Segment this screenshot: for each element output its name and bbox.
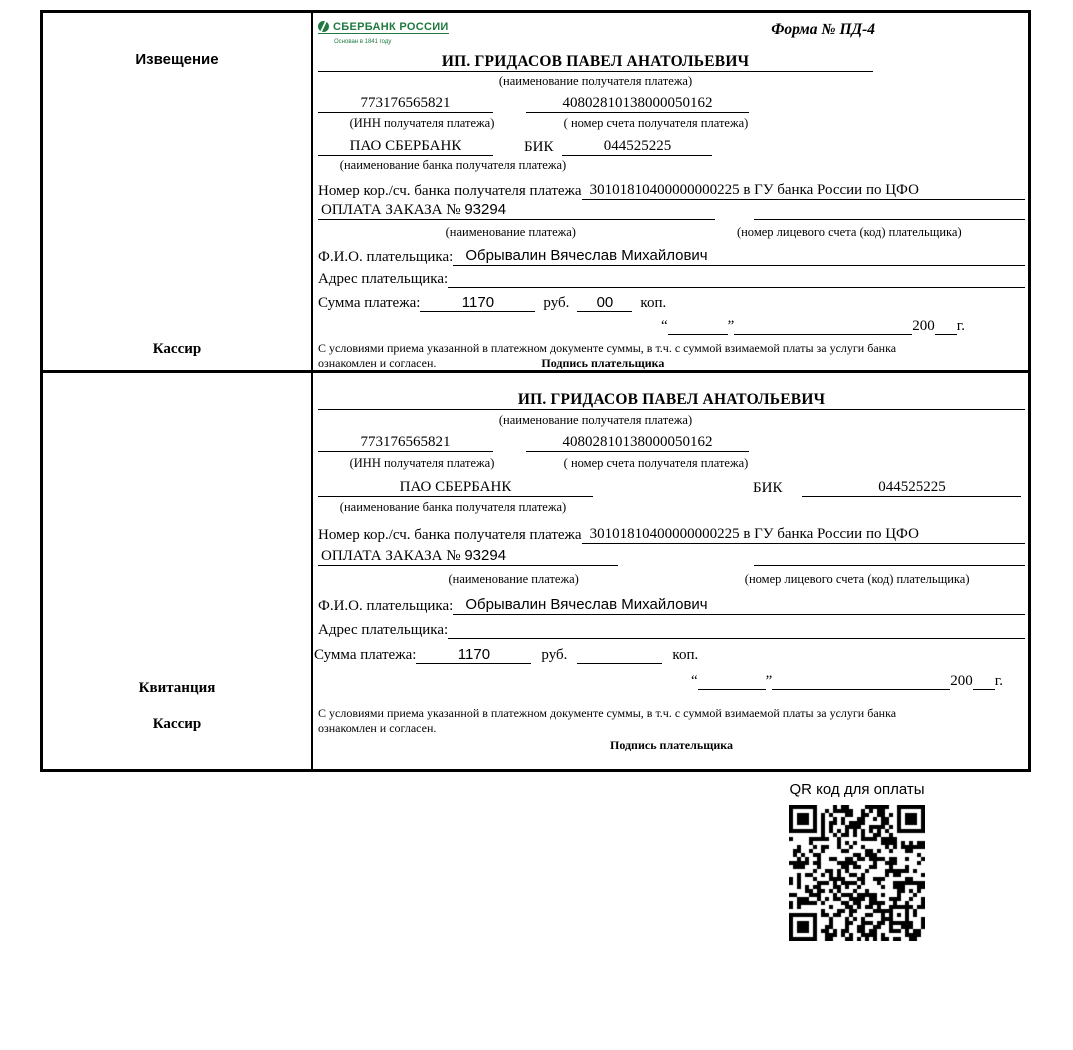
logo-title-row: [318, 21, 1025, 53]
payer-address-label: Адрес плательщика:: [318, 271, 449, 287]
personal-account-line: [754, 219, 1025, 220]
receipt-label: Квитанция: [138, 680, 216, 696]
recipient-name-label: (наименование получателя платежа): [498, 74, 693, 88]
notice-left-column: [43, 13, 313, 370]
quote-open: “: [690, 673, 698, 689]
terms-text: С условиями приема указанной в платежном документе суммы, в т.ч. с суммой взимаемой платы за услуги банка ознакомлен и согласен. Подпись плательщика: [318, 706, 1025, 753]
bank-name-label: (наименование банка получателя платежа): [339, 500, 567, 514]
bank-name-value: ПАО СБЕРБАНК: [318, 138, 493, 156]
amount-label: Сумма платежа:: [318, 295, 421, 311]
qr-section: [772, 781, 942, 946]
payer-address-label: Адрес плательщика:: [318, 622, 449, 638]
year-suffix: г.: [956, 318, 965, 334]
payment-purpose-value: ОПЛАТА ЗАКАЗА №: [321, 202, 461, 218]
kop-label: коп.: [640, 295, 667, 311]
corr-account-label: Номер кор./сч. банка получателя платежа: [318, 183, 582, 199]
section-receipt: [43, 373, 1028, 769]
personal-account-label: (номер лицевого счета (код) плательщика): [736, 225, 962, 239]
rub-label: руб.: [543, 295, 570, 311]
qr-label: QR код для оплаты: [789, 781, 925, 798]
year-prefix: 200: [950, 673, 973, 689]
inn-label: (ИНН получателя платежа): [349, 116, 495, 130]
payer-name-value: Обрывалин Вячеслав Михайлович: [465, 596, 708, 613]
rub-label: руб.: [541, 647, 568, 663]
bank-name-value: ПАО СБЕРБАНК: [318, 479, 593, 497]
signature-label: Подпись плательщика: [610, 738, 733, 752]
bank-name-label: (наименование банка получателя платежа): [339, 158, 567, 172]
amount-kop-value: 00: [577, 294, 632, 312]
payment-name-label: (наименование платежа): [445, 225, 576, 239]
inn-label: (ИНН получателя платежа): [349, 456, 495, 470]
account-label: ( номер счета получателя платежа): [563, 456, 749, 470]
payment-purpose-value: ОПЛАТА ЗАКАЗА №: [321, 548, 461, 564]
account-value: 40802810138000050162: [526, 95, 749, 113]
order-number: 93294: [464, 201, 507, 218]
amount-label: Сумма платежа:: [314, 647, 417, 663]
account-value: 40802810138000050162: [526, 434, 749, 452]
quote-close: ”: [765, 673, 773, 689]
payer-name-label: Ф.И.О. плательщика:: [318, 598, 454, 614]
recipient-name: ИП. ГРИДАСОВ ПАВЕЛ АНАТОЛЬЕВИЧ: [318, 53, 873, 72]
personal-account-line: [754, 565, 1025, 566]
personal-account-label: (номер лицевого счета (код) плательщика): [744, 572, 970, 586]
kop-label: коп.: [672, 647, 699, 663]
quote-open: “: [660, 318, 668, 334]
quote-close: ”: [727, 318, 735, 334]
receipt-left-column: [43, 373, 313, 769]
recipient-name-label: (наименование получателя платежа): [498, 413, 693, 427]
date-line: [318, 668, 1025, 690]
bank-logo-tagline: Основан в 1841 году: [334, 39, 392, 45]
inn-value: 773176565821: [318, 95, 493, 113]
sberbank-logo-icon: [318, 21, 329, 32]
payer-name-label: Ф.И.О. плательщика:: [318, 249, 454, 265]
bik-label: БИК: [524, 139, 554, 155]
corr-account-value: 30101810400000000225 в ГУ банка России по ЦФО: [582, 526, 1025, 544]
corr-account-label: Номер кор./сч. банка получателя платежа: [318, 527, 582, 543]
cashier-label: Кассир: [152, 341, 202, 357]
payer-name-value: Обрывалин Вячеслав Михайлович: [465, 247, 708, 264]
receipt-right-column: [313, 373, 1028, 769]
year-suffix: г.: [994, 673, 1003, 689]
account-label: ( номер счета получателя платежа): [563, 116, 749, 130]
amount-rub-value: 1170: [416, 646, 531, 664]
date-line: [318, 314, 1025, 335]
payment-name-label: (наименование платежа): [448, 572, 579, 586]
amount-kop-value: [577, 663, 662, 664]
corr-account-value: 30101810400000000225 в ГУ банка России по ЦФО: [582, 182, 1025, 200]
cashier-label: Кассир: [152, 716, 202, 732]
bik-value: 044525225: [802, 479, 1021, 497]
payer-address-line: [448, 638, 1025, 639]
payer-address-line: [448, 287, 1025, 288]
inn-value: 773176565821: [318, 434, 493, 452]
sberbank-logo: [318, 21, 449, 47]
form-number: Форма № ПД-4: [771, 21, 875, 38]
notice-right-column: [313, 13, 1028, 370]
bank-logo-name: СБЕРБАНК РОССИИ: [333, 20, 449, 33]
bik-label: БИК: [753, 480, 783, 496]
terms-text: С условиями приема указанной в платежном документе суммы, в т.ч. с суммой взимаемой платы за услуги банка ознакомлен и согласен. Подпись плательщика: [318, 341, 897, 370]
notice-label: Извещение: [135, 51, 219, 68]
year-prefix: 200: [912, 318, 935, 334]
order-number: 93294: [464, 547, 507, 564]
recipient-name: ИП. ГРИДАСОВ ПАВЕЛ АНАТОЛЬЕВИЧ: [318, 391, 1025, 410]
payment-form-pd4: [40, 10, 1031, 772]
amount-rub-value: 1170: [420, 294, 535, 312]
qr-code: [789, 805, 925, 941]
signature-label: Подпись плательщика: [541, 355, 665, 370]
bik-value: 044525225: [562, 138, 712, 156]
section-notice: [43, 13, 1028, 373]
